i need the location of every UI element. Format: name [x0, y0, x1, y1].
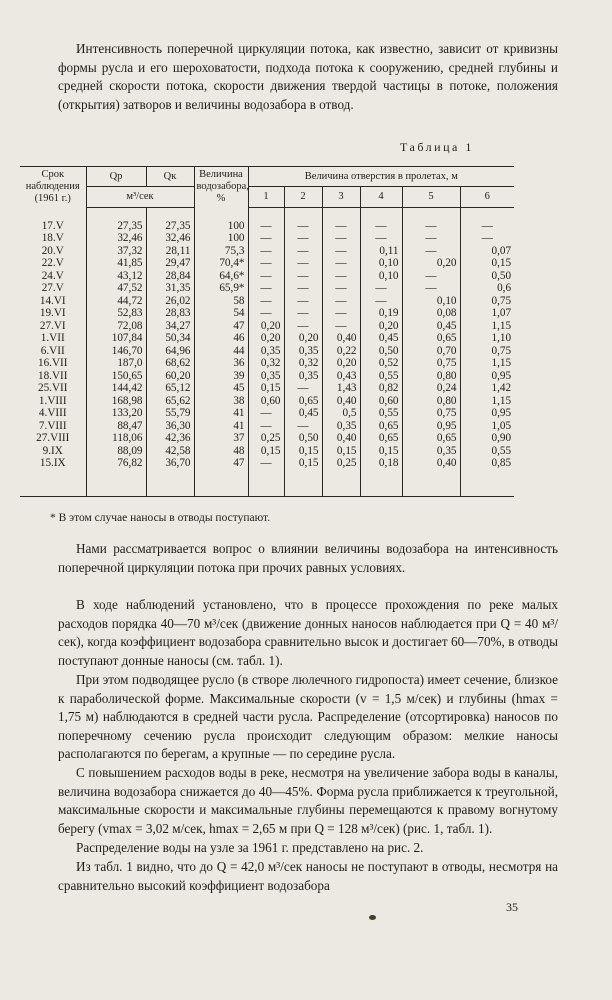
table-cell: 0,07 [460, 245, 514, 258]
table-cell: 0,20 [360, 320, 402, 333]
table-cell: 0,10 [360, 257, 402, 270]
table-footnote: * В этом случае наносы в отводы поступают. [50, 512, 271, 524]
table-cell: — [360, 232, 402, 245]
row-date-cell: 14.VI [39, 294, 66, 307]
header-units: м³/сек [86, 187, 194, 207]
table-cell: 48 [194, 445, 248, 458]
table-cell: 0,82 [360, 382, 402, 395]
table-cell: 0,19 [360, 307, 402, 320]
table-cell: 0,65 [360, 432, 402, 445]
row-date-cell: 27.VIII [36, 432, 70, 445]
table-cell: — [284, 282, 322, 295]
table-cell: 100 [194, 232, 248, 245]
table-cell [248, 470, 284, 497]
table-cell: — [360, 295, 402, 308]
table-cell: — [322, 282, 360, 295]
table-cell: 26,02 [146, 295, 194, 308]
table-cell: — [322, 245, 360, 258]
table-cell: 88,47 [86, 420, 146, 433]
table-cell: 68,62 [146, 357, 194, 370]
table-row [20, 220, 514, 233]
table-cell: 150,65 [86, 370, 146, 383]
table-cell: 60,20 [146, 370, 194, 383]
table-cell: 27,35 [146, 220, 194, 233]
table-cell: 50,34 [146, 332, 194, 345]
table-cell: 64,6* [194, 270, 248, 283]
table-cell: 0,70 [402, 345, 460, 358]
table-cell: — [460, 232, 514, 245]
paragraph-3: При этом подводящее русло (в створе люлечного гидропоста) имеет сечение, близкое к параболической форме. Максимальные скорости (v = 1,5 м/сек) и глубины (hmax = 1,75 м) наблюдаются в средней части русла. Распределение (отсортировка) наносов по поперечному сечению русла происходит следующим образом: мелкие наносы располагаются по берегам, а крупные — по середине русла. [58, 672, 558, 762]
table-cell: 0,95 [402, 420, 460, 433]
table-row [20, 357, 514, 370]
row-date-cell: 7.VIII [38, 419, 67, 432]
row-date-cell: 24.V [41, 269, 64, 282]
table-row [20, 257, 514, 270]
table-cell: 88,09 [86, 445, 146, 458]
table-cell: — [284, 245, 322, 258]
table-cell: — [284, 220, 322, 233]
table-cell [194, 470, 248, 497]
table-cell: 100 [194, 220, 248, 233]
paragraph-4: С повышением расходов воды в реке, несмотря на увеличение забора воды в каналы, величина водозабора снижается до 40—45%. Форма русла приближается к треугольной, максимальные скорости и максимальные глубины перемещаются к правому вогнутому берегу (vmax = 3,02 м/сек, hmax = 2,65 м при Q = 128 м³/сек) (рис. 1, табл. 1). [58, 765, 558, 836]
table-cell: 0,65 [402, 432, 460, 445]
table-cell: 42,36 [146, 432, 194, 445]
table-cell: 0,15 [322, 445, 360, 458]
table-cell: 0,10 [360, 270, 402, 283]
table-cell: 1,43 [322, 382, 360, 395]
table-cell: — [284, 382, 322, 395]
table-cell: 34,27 [146, 320, 194, 333]
table-cell: — [322, 307, 360, 320]
table-cell: — [322, 320, 360, 333]
table-cell: 43,12 [86, 270, 146, 283]
table-row [20, 457, 514, 470]
table-cell: 0,50 [460, 270, 514, 283]
table-row [20, 232, 514, 245]
table-cell [460, 470, 514, 497]
table-cell: — [248, 220, 284, 233]
table-cell: 28,83 [146, 307, 194, 320]
header-span-2: 2 [284, 187, 322, 207]
table-cell [284, 470, 322, 497]
header-span-6: 6 [460, 187, 514, 207]
row-date-cell: 17.V [41, 219, 64, 232]
table-cell: 0,55 [360, 407, 402, 420]
table-cell: 0,32 [248, 357, 284, 370]
table-cell: 0,50 [284, 432, 322, 445]
table-cell: 29,47 [146, 257, 194, 270]
row-date-cell: 27.VI [39, 319, 66, 332]
table-cell: 133,20 [86, 407, 146, 420]
table-cell: 0,65 [402, 332, 460, 345]
table-row [20, 270, 514, 283]
table-cell: 0,15 [248, 382, 284, 395]
table-cell: 0,40 [402, 457, 460, 470]
table-cell: 46 [194, 332, 248, 345]
table-cell: — [322, 295, 360, 308]
table-cell: 0,11 [360, 245, 402, 258]
table-row [20, 420, 514, 433]
table-cell: — [322, 257, 360, 270]
header-span-1: 1 [248, 187, 284, 207]
table-cell: — [284, 307, 322, 320]
table-cell: 36 [194, 357, 248, 370]
table-cell: 36,30 [146, 420, 194, 433]
table-cell: 0,35 [284, 345, 322, 358]
row-date-cell: 9.IX [42, 444, 63, 457]
table-cell: 0,40 [322, 395, 360, 408]
table-cell: 0,95 [460, 407, 514, 420]
table-cell: 55,79 [146, 407, 194, 420]
table-cell: 0,65 [360, 420, 402, 433]
table-cell: 47 [194, 320, 248, 333]
table-cell: 1,15 [460, 320, 514, 333]
table-cell: — [284, 232, 322, 245]
table-cell: — [402, 245, 460, 258]
table-cell: 36,70 [146, 457, 194, 470]
table-cell: — [460, 220, 514, 233]
table-cell [146, 470, 194, 497]
row-date-cell: 16.VII [37, 357, 68, 370]
table-cell: 0,90 [460, 432, 514, 445]
row-date-cell: 25.VII [37, 382, 68, 395]
table-cell: 0,35 [248, 370, 284, 383]
table-cell: 0,22 [322, 345, 360, 358]
header-span-3: 3 [322, 187, 360, 207]
table-body [20, 207, 514, 496]
table-cell [322, 470, 360, 497]
table-cell: 0,55 [360, 370, 402, 383]
table-cell: 0,32 [284, 357, 322, 370]
table-tail [20, 470, 514, 497]
table-cell: 37 [194, 432, 248, 445]
table-cell: 1,42 [460, 382, 514, 395]
table-cell: — [248, 295, 284, 308]
table-cell: 0,60 [360, 395, 402, 408]
table-cell: 44 [194, 345, 248, 358]
row-date-cell: 4.VIII [38, 407, 67, 420]
table-cell: 0,35 [322, 420, 360, 433]
table-cell: 32,46 [86, 232, 146, 245]
row-date-cell: 1.VII [40, 332, 65, 345]
table-cell: 0,20 [248, 332, 284, 345]
table-cell: — [248, 232, 284, 245]
table-cell: 0,60 [248, 395, 284, 408]
table-cell: 0,45 [284, 407, 322, 420]
table-row [20, 345, 514, 358]
table-cell: 1,15 [460, 395, 514, 408]
table-cell: — [248, 282, 284, 295]
paragraph-5: Распределение воды на узле за 1961 г. представлено на рис. 2. [76, 840, 424, 855]
table-row [20, 332, 514, 345]
table-cell: 72,08 [86, 320, 146, 333]
table-cell: — [402, 232, 460, 245]
table-cell: 0,20 [248, 320, 284, 333]
table-cell: 0,85 [460, 457, 514, 470]
header-opening: Величина отверстия в пролетах, м [248, 167, 514, 187]
table-cell: 31,35 [146, 282, 194, 295]
header-intake: Величина водозабора, % [194, 167, 248, 208]
table-cell: 41 [194, 407, 248, 420]
table-cell: 38 [194, 395, 248, 408]
table-cell: 107,84 [86, 332, 146, 345]
table-cell: 75,3 [194, 245, 248, 258]
table-cell: 0,50 [360, 345, 402, 358]
table-cell: 41 [194, 420, 248, 433]
table-cell: 41,85 [86, 257, 146, 270]
intro-paragraph: Интенсивность поперечной циркуляции потока, как известно, зависит от кривизны формы русла и его шероховатости, подхода потока к сооружению, средней глубины и средней скорости потока, скорости движения твердой частицы в потоке, положения (открытия) затворов и величины водозабора в отвод. [58, 41, 558, 112]
table-cell [20, 470, 86, 497]
table-cell: — [284, 320, 322, 333]
table-cell: 146,70 [86, 345, 146, 358]
table-cell: 47,52 [86, 282, 146, 295]
row-date-cell: 1.VIII [38, 394, 67, 407]
table-cell: 0,24 [402, 382, 460, 395]
table-cell: 0,20 [402, 257, 460, 270]
table-cell: 0,45 [402, 320, 460, 333]
table-cell: 65,9* [194, 282, 248, 295]
header-span-4: 4 [360, 187, 402, 207]
row-date-cell: 18.VII [37, 369, 68, 382]
table-cell: 0,40 [322, 332, 360, 345]
table-cell: 1,07 [460, 307, 514, 320]
table-cell: 52,83 [86, 307, 146, 320]
table-row [20, 320, 514, 333]
table-cell: 42,58 [146, 445, 194, 458]
table-cell: 0,15 [284, 445, 322, 458]
paragraph-6: Из табл. 1 видно, что до Q = 42,0 м³/сек наносы не поступают в отводы, несмотря на сравнительно высокий коэффициент водозабора [58, 859, 558, 893]
table-cell: — [284, 420, 322, 433]
table-cell: 39 [194, 370, 248, 383]
table-caption: Таблица 1 [400, 140, 474, 154]
table-cell: 0,65 [284, 395, 322, 408]
table-cell: — [248, 257, 284, 270]
table-cell: 0,25 [248, 432, 284, 445]
row-date-cell: 15.IX [39, 457, 66, 470]
table-cell: 0,08 [402, 307, 460, 320]
table-cell: 0,18 [360, 457, 402, 470]
table-cell: — [248, 407, 284, 420]
header-date: Срок наблюдения (1961 г.) [20, 167, 86, 208]
table-cell: 0,15 [460, 257, 514, 270]
table-cell: 76,82 [86, 457, 146, 470]
table-row [20, 282, 514, 295]
table-cell: 27,35 [86, 220, 146, 233]
row-date-cell: 20.V [41, 244, 64, 257]
table-cell: 58 [194, 295, 248, 308]
table-cell: 0,75 [402, 357, 460, 370]
table-cell: — [248, 457, 284, 470]
page-number: 35 [506, 900, 518, 914]
table-cell: 0,40 [322, 432, 360, 445]
table-cell: 0,10 [402, 295, 460, 308]
table-cell: 0,45 [360, 332, 402, 345]
table-cell: 45 [194, 382, 248, 395]
table-cell: 0,15 [284, 457, 322, 470]
header-qk: Qк [146, 167, 194, 187]
table-cell: 0,35 [284, 370, 322, 383]
table-cell: 0,52 [360, 357, 402, 370]
table-cell: 1,15 [460, 357, 514, 370]
table-cell: 44,72 [86, 295, 146, 308]
table-cell: — [322, 220, 360, 233]
header-qp: Qр [86, 167, 146, 187]
table-cell: — [248, 270, 284, 283]
table-cell: 0,6 [460, 282, 514, 295]
table-cell: 0,80 [402, 370, 460, 383]
table-cell: — [402, 282, 460, 295]
row-date-cell: 6.VII [40, 344, 65, 357]
table-row [20, 407, 514, 420]
row-date-cell: 22.V [41, 257, 64, 270]
table-cell: 28,11 [146, 245, 194, 258]
table-cell [86, 470, 146, 497]
table-cell: 0,80 [402, 395, 460, 408]
table-cell: 0,5 [322, 407, 360, 420]
table-cell: 0,75 [460, 295, 514, 308]
table-cell: — [284, 270, 322, 283]
table-cell: — [322, 232, 360, 245]
table-cell: 187,0 [86, 357, 146, 370]
table-cell: — [360, 282, 402, 295]
table-cell: 32,46 [146, 232, 194, 245]
table-cell: — [284, 295, 322, 308]
table-cell: 168,98 [86, 395, 146, 408]
table-row [20, 370, 514, 383]
table-cell: 0,15 [360, 445, 402, 458]
table-cell: — [322, 270, 360, 283]
table-cell: 144,42 [86, 382, 146, 395]
table-cell: — [248, 307, 284, 320]
header-span-5: 5 [402, 187, 460, 207]
table-cell: 28,84 [146, 270, 194, 283]
table-cell: 0,55 [460, 445, 514, 458]
table-cell: 0,35 [248, 345, 284, 358]
table-row [20, 382, 514, 395]
row-date-cell: 19.VI [39, 307, 66, 320]
table-cell: 118,06 [86, 432, 146, 445]
table-cell: 65,62 [146, 395, 194, 408]
table-cell: — [248, 420, 284, 433]
table-cell: 0,95 [460, 370, 514, 383]
table-row [20, 307, 514, 320]
data-table [20, 166, 514, 497]
paragraph-2: В ходе наблюдений установлено, что в процессе прохождения по реке малых расходов порядка 40—70 м³/сек (движение донных наносов наблюдается при Q = 40 м³/сек), когда коэффициент водозабора сравнительно высок и достигает 60—70%, в отводы поступают донные наносы (см. табл. 1). [58, 597, 558, 668]
table-row [20, 245, 514, 258]
table-cell: 70,4* [194, 257, 248, 270]
table-cell: — [360, 220, 402, 233]
table-cell [360, 470, 402, 497]
paragraph-1: Нами рассматривается вопрос о влиянии величины водозабора на интенсивность поперечной циркуляции потока при прочих равных условиях. [58, 541, 558, 575]
table-cell: 37,32 [86, 245, 146, 258]
table-cell: 1,05 [460, 420, 514, 433]
table-cell: 0,15 [248, 445, 284, 458]
table-cell: 54 [194, 307, 248, 320]
table-cell: 65,12 [146, 382, 194, 395]
table-cell: — [402, 270, 460, 283]
table-cell: 0,25 [322, 457, 360, 470]
table-cell: 0,75 [460, 345, 514, 358]
table-cell: 0,20 [322, 357, 360, 370]
table-cell: 0,20 [284, 332, 322, 345]
table-cell: 1,10 [460, 332, 514, 345]
row-date-cell: 18.V [41, 232, 64, 245]
row-date-cell: 27.V [41, 282, 64, 295]
ink-spot [369, 915, 376, 920]
table-row [20, 295, 514, 308]
table-cell: — [248, 245, 284, 258]
table-row [20, 432, 514, 445]
table-row [20, 395, 514, 408]
table-cell: 64,96 [146, 345, 194, 358]
table-cell: 47 [194, 457, 248, 470]
table-cell: 0,35 [402, 445, 460, 458]
table-cell: 0,43 [322, 370, 360, 383]
table-cell: 0,75 [402, 407, 460, 420]
table-cell [402, 470, 460, 497]
table-row [20, 445, 514, 458]
table-cell: — [402, 220, 460, 233]
table-cell: — [284, 257, 322, 270]
